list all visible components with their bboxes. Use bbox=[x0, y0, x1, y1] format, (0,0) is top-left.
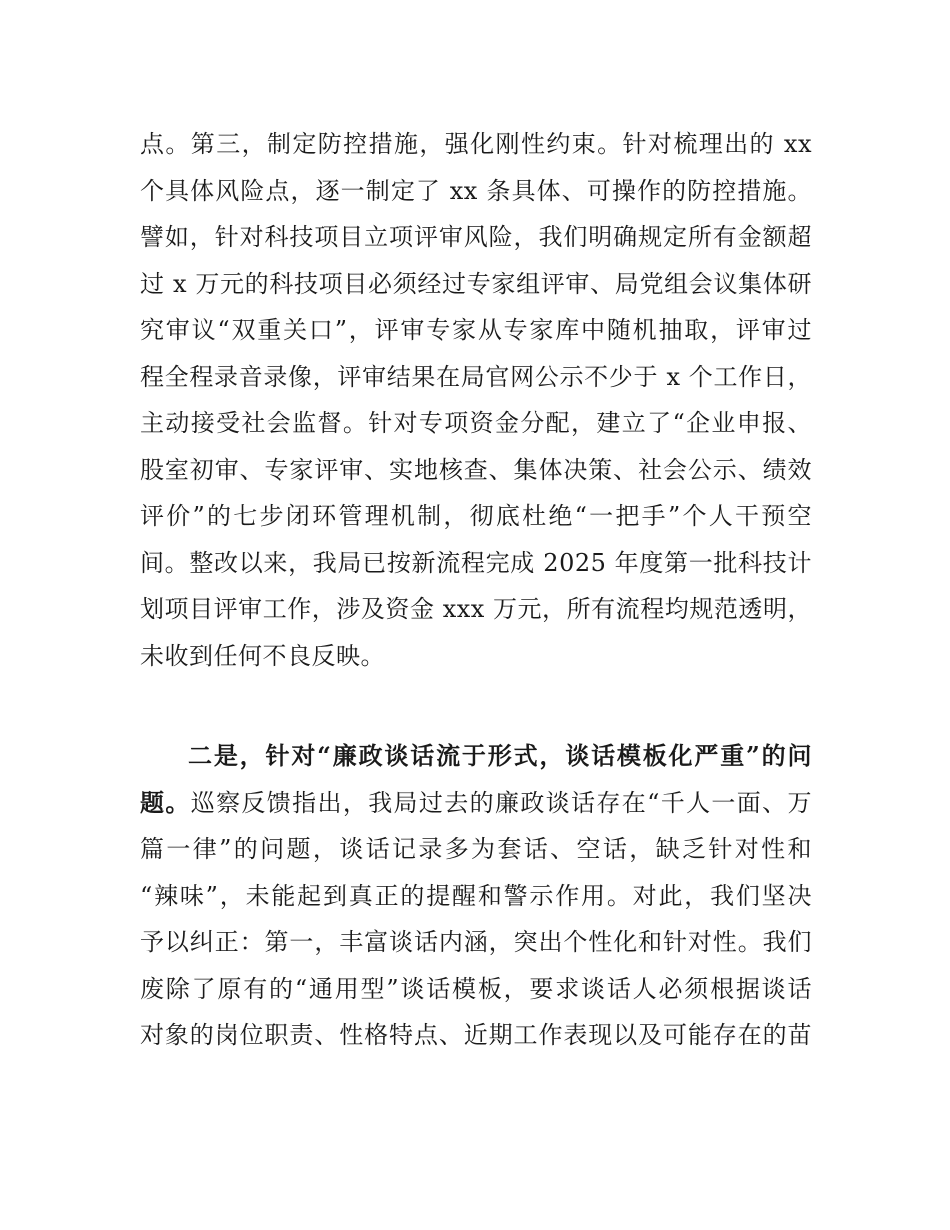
paragraph-integrity-talks bbox=[140, 733, 812, 1059]
section-heading-end: 题。 bbox=[140, 787, 191, 817]
text-line: 划项目评审工作，涉及资金 xxx 万元，所有流程均规范透明， bbox=[140, 595, 812, 623]
text-line: 篇一律”的问题，谈话记录多为套话、空话，缺乏针对性和 bbox=[140, 835, 812, 863]
text-line: 评价”的七步闭环管理机制，彻底杜绝“一把手”个人干预空 bbox=[140, 502, 812, 530]
text-line: 主动接受社会监督。针对专项资金分配，建立了“企业申报、 bbox=[140, 409, 812, 437]
paragraph-risk-control bbox=[140, 121, 812, 679]
text-line: 股室初审、专家评审、实地核查、集体决策、社会公示、绩效 bbox=[140, 455, 812, 484]
text-line: 究审议“双重关口”，评审专家从专家库中随机抽取，评审过 bbox=[140, 316, 812, 344]
text-line: 过 x 万元的科技项目必须经过专家组评审、局党组会议集体研 bbox=[140, 269, 812, 298]
text-line: “辣味”，未能起到真正的提醒和警示作用。对此，我们坚决 bbox=[140, 881, 812, 910]
text-line: 间。整改以来，我局已按新流程完成 2025 年度第一批科技计 bbox=[140, 548, 812, 577]
text-line: 予以纠正：第一，丰富谈话内涵，突出个性化和针对性。我们 bbox=[140, 928, 812, 956]
text-line: 未收到任何不良反映。 bbox=[140, 641, 385, 670]
section-heading: 二是，针对“廉政谈话流于形式，谈话模板化严重”的问 bbox=[188, 741, 812, 770]
text-line: 点。第三，制定防控措施，强化刚性约束。针对梳理出的 xx bbox=[140, 130, 812, 158]
text-line-rest: 巡察反馈指出，我局过去的廉政谈话存在“千人一面、万 bbox=[190, 788, 812, 817]
text-line bbox=[140, 780, 812, 827]
text-line: 个具体风险点，逐一制定了 xx 条具体、可操作的防控措施。 bbox=[140, 176, 812, 205]
text-line: 程全程录音录像，评审结果在局官网公示不少于 x 个工作日， bbox=[140, 362, 812, 391]
text-line: 对象的岗位职责、性格特点、近期工作表现以及可能存在的苗 bbox=[140, 1021, 812, 1049]
text-line: 譬如，针对科技项目立项评审风险，我们明确规定所有金额超 bbox=[140, 223, 812, 251]
text-line: 废除了原有的“通用型”谈话模板，要求谈话人必须根据谈话 bbox=[140, 974, 812, 1003]
